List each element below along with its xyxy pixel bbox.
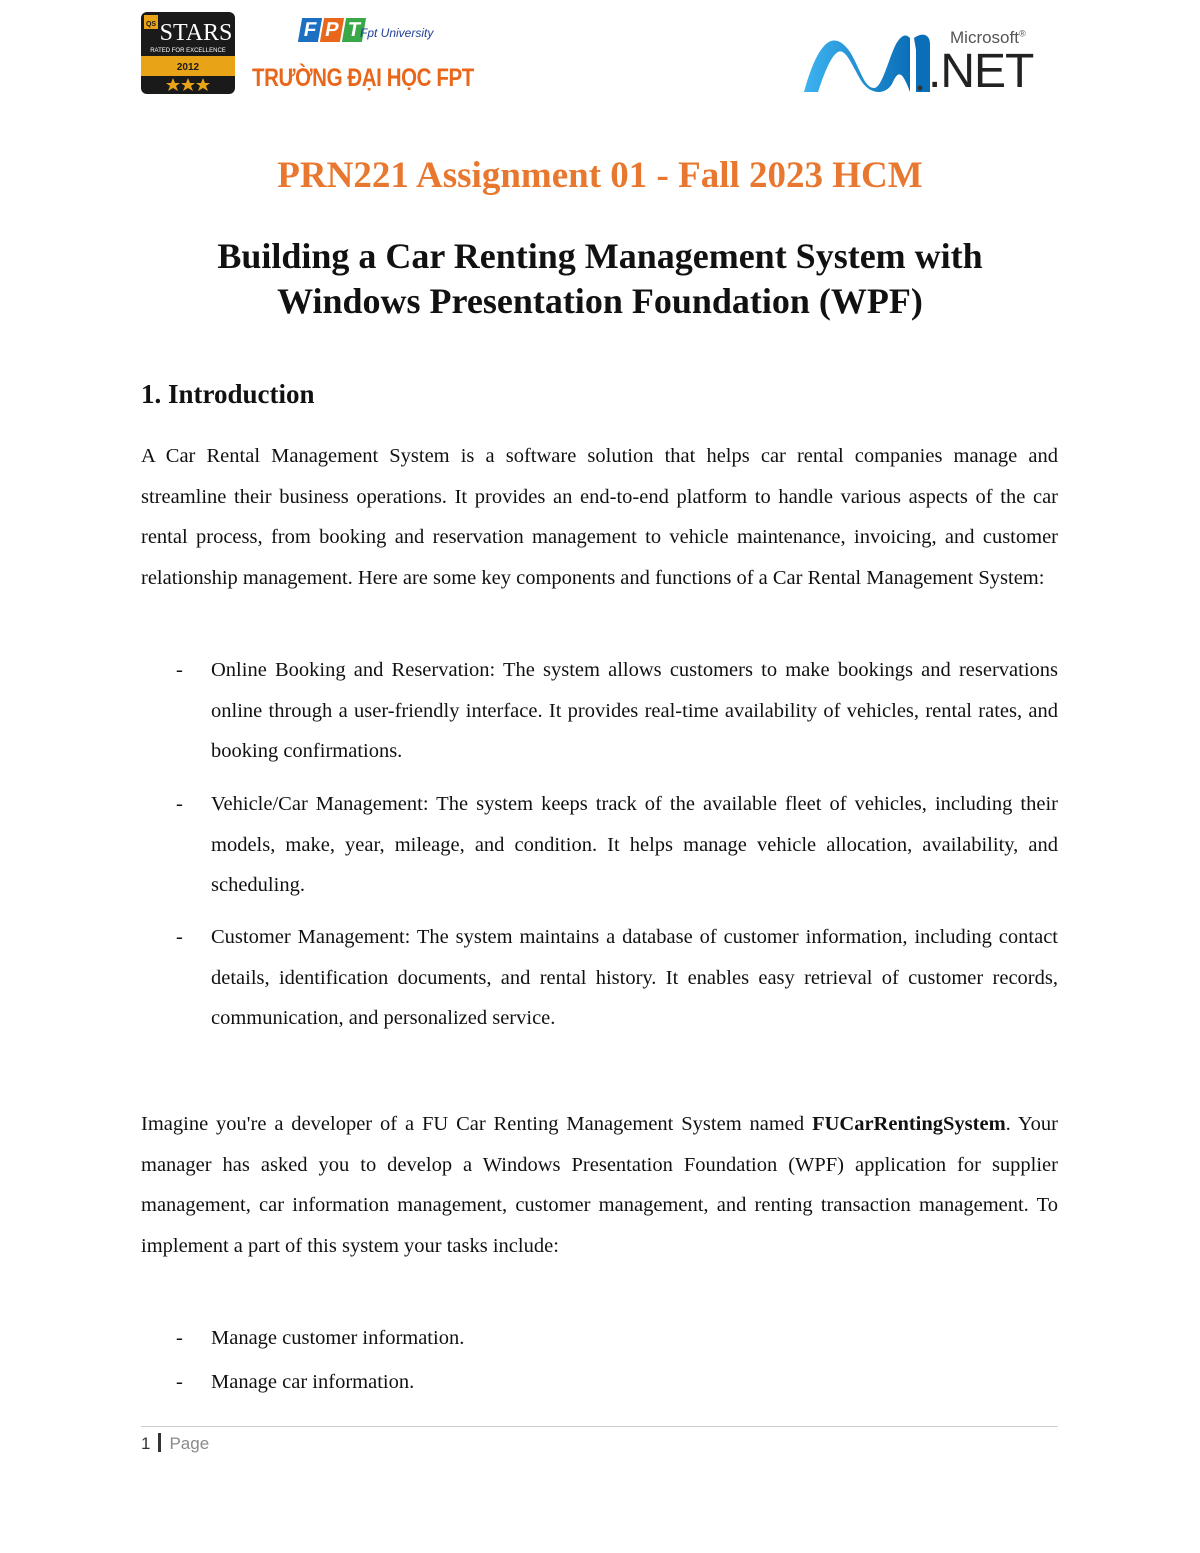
dotnet-wave-logo-icon	[802, 30, 948, 96]
system-name: FUCarRentingSystem	[812, 1113, 1006, 1135]
bullet-dash: -	[176, 926, 183, 948]
stars-word: STARS	[159, 20, 233, 46]
feature-list-item	[141, 650, 1058, 772]
microsoft-text: Microsoft	[950, 28, 1019, 47]
feature-online-booking: Online Booking and Reservation: The system allows customers to make bookings and reservations online through a user-friendly interface. It provides real-time availability of vehicles, rental rates, and booking confirmations.	[211, 659, 1058, 763]
footer-divider	[141, 1426, 1058, 1427]
stars-rating-logo	[141, 12, 235, 94]
page-label: Page	[169, 1434, 210, 1453]
scenario-paragraph	[141, 1104, 1058, 1267]
scenario-text-start: Imagine you're a developer of a FU Car Renting Management System named	[141, 1113, 813, 1135]
stars-rated: RATED FOR EXCELLENCE	[150, 48, 226, 54]
bullet-dash: -	[176, 659, 183, 681]
fpt-school-name: TRƯỜNG ĐẠI HỌC FPT	[252, 64, 474, 92]
fpt-letter-t: T	[342, 18, 366, 42]
fpt-university-label: Fpt University	[360, 26, 434, 40]
feature-vehicle-management: Vehicle/Car Management: The system keeps track of the available fleet of vehicles, including their models, make, year, mileage, and condition. It helps manage vehicle allocation, availability, and scheduling.	[211, 793, 1058, 897]
fpt-logo	[300, 18, 366, 52]
stars-rank: QS	[145, 21, 157, 28]
task-manage-car: Manage car information.	[211, 1371, 415, 1393]
fpt-letter-p: P	[320, 18, 344, 42]
bullet-dash: -	[176, 1371, 183, 1393]
feature-list-item	[141, 917, 1058, 1039]
section-heading-introduction: 1. Introduction	[141, 379, 315, 409]
scenario-text-end: . Your manager has asked you to develop a Windows Presentation Foundation (WPF) application for supplier management, car information management, customer management, and renting transaction management. To implement a part of this system your tasks include:	[141, 1113, 1058, 1258]
stars-year: 2012	[176, 62, 200, 73]
bullet-dash: -	[176, 1327, 183, 1349]
subtitle-line-1: Building a Car Renting Management System with	[217, 236, 983, 276]
feature-customer-management: Customer Management: The system maintains a database of customer information, including contact details, identification documents, and rental history. It enables easy retrieval of customer records, communication, and personalized service.	[211, 926, 1058, 1030]
task-list-item	[141, 1318, 1058, 1359]
fpt-letter-f: F	[298, 18, 322, 42]
task-list-item	[141, 1362, 1058, 1403]
subtitle-line-2: Windows Presentation Foundation (WPF)	[277, 281, 923, 321]
task-manage-customer: Manage customer information.	[211, 1327, 465, 1349]
feature-list-item	[141, 784, 1058, 906]
document-subtitle	[0, 234, 1200, 324]
microsoft-wordmark: Microsoft®	[950, 28, 1026, 47]
footer-separator	[158, 1433, 161, 1452]
dotnet-wordmark: .NET	[928, 45, 1034, 98]
intro-paragraph: A Car Rental Management System is a software solution that helps car rental companies manage and streamline their business operations. It provides an end-to-end platform to handle various aspects of the car rental process, from booking and reservation management to vehicle maintenance, invoicing, and customer relationship management. Here are some key components and functions of a Car Rental Management System:	[141, 445, 1058, 590]
page-footer	[141, 1433, 209, 1454]
page-number: 1	[141, 1434, 151, 1453]
bullet-dash: -	[176, 793, 183, 815]
assignment-title: PRN221 Assignment 01 - Fall 2023 HCM	[277, 155, 923, 196]
